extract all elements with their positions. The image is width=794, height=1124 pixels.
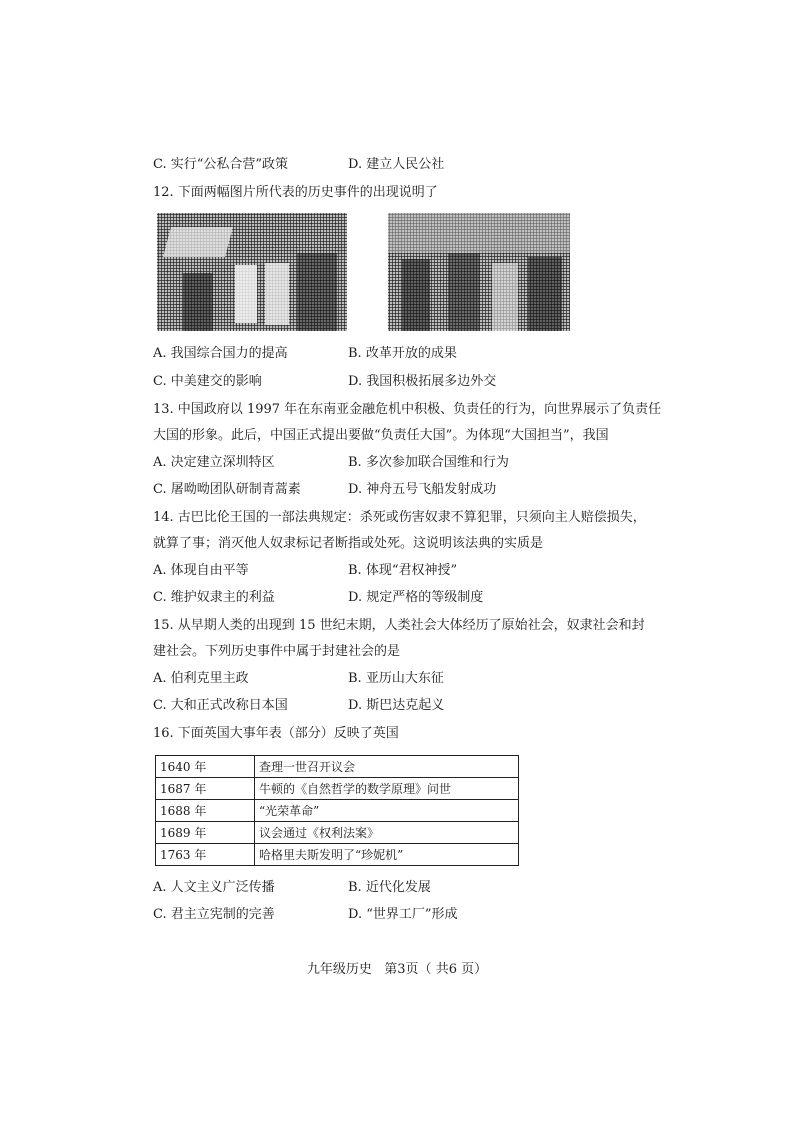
q13-option-c: C. 屠呦呦团队研制青蒿素 bbox=[153, 482, 301, 497]
q12-option-d: D. 我国积极拓展多边外交 bbox=[348, 374, 497, 389]
table-cell-year: 1640 年 bbox=[156, 756, 255, 778]
table-cell-event: 查理一世召开议会 bbox=[255, 756, 519, 778]
q16-option-d: D. “世界工厂”形成 bbox=[348, 907, 458, 922]
q13-option-b: B. 多次参加联合国维和行为 bbox=[348, 455, 509, 470]
q16-option-b: B. 近代化发展 bbox=[348, 880, 431, 895]
table-cell-event: “光荣革命” bbox=[255, 800, 519, 822]
q13-stem-line1: 13. 中国政府以 1997 年在东南亚金融危机中积极、负责任的行为，向世界展示了负责任 bbox=[153, 402, 662, 417]
q15-option-c: C. 大和正式改称日本国 bbox=[153, 698, 288, 713]
q12-option-b: B. 改革开放的成果 bbox=[348, 346, 457, 361]
table-cell-year: 1689 年 bbox=[156, 822, 255, 844]
q13-option-a: A. 决定建立深圳特区 bbox=[153, 455, 275, 470]
table-cell-event: 牛顿的《自然哲学的数学原理》问世 bbox=[255, 778, 519, 800]
q12-option-a: A. 我国综合国力的提高 bbox=[153, 346, 288, 361]
q13-option-d: D. 神舟五号飞船发射成功 bbox=[348, 482, 497, 497]
table-cell-year: 1687 年 bbox=[156, 778, 255, 800]
q15-stem-line2: 建社会。下列历史事件中属于封建社会的是 bbox=[153, 644, 401, 659]
table-row bbox=[156, 778, 519, 800]
q16-stem: 16. 下面英国大事年表（部分）反映了英国 bbox=[153, 726, 399, 741]
historical-photo-right bbox=[388, 213, 570, 331]
q11-option-d: D. 建立人民公社 bbox=[348, 157, 445, 172]
q15-option-b: B. 亚历山大东征 bbox=[348, 671, 444, 686]
table-cell-event: 议会通过《权利法案》 bbox=[255, 822, 519, 844]
page-footer: 九年级历史 第3页（ 共6 页） bbox=[306, 962, 488, 977]
q14-option-a: A. 体现自由平等 bbox=[153, 563, 249, 578]
q15-stem-line1: 15. 从早期人类的出现到 15 世纪末期，人类社会大体经历了原始社会，奴隶社会和封 bbox=[153, 618, 645, 633]
q14-option-c: C. 维护奴隶主的利益 bbox=[153, 590, 275, 605]
table-row bbox=[156, 756, 519, 778]
q14-option-b: B. 体现“君权神授” bbox=[348, 563, 458, 578]
table-row bbox=[156, 800, 519, 822]
table-cell-year: 1688 年 bbox=[156, 800, 255, 822]
table-cell-event: 哈格里夫斯发明了“珍妮机” bbox=[255, 844, 519, 866]
q14-option-d: D. 规定严格的等级制度 bbox=[348, 590, 484, 605]
historical-photo-left bbox=[157, 213, 347, 331]
table-cell-year: 1763 年 bbox=[156, 844, 255, 866]
q15-option-a: A. 伯利克里主政 bbox=[153, 671, 249, 686]
table-row bbox=[156, 822, 519, 844]
q15-option-d: D. 斯巴达克起义 bbox=[348, 698, 445, 713]
q11-option-c: C. 实行“公私合营”政策 bbox=[153, 157, 289, 172]
q14-stem-line2: 就算了事；消灭他人奴隶标记者断指或处死。这说明该法典的实质是 bbox=[153, 536, 544, 551]
q16-option-a: A. 人文主义广泛传播 bbox=[153, 880, 275, 895]
table-row bbox=[156, 844, 519, 866]
q16-option-c: C. 君主立宪制的完善 bbox=[153, 907, 275, 922]
q13-stem-line2: 大国的形象。此后，中国正式提出要做“负责任大国”。为体现“大国担当”，我国 bbox=[153, 428, 609, 443]
q12-option-c: C. 中美建交的影响 bbox=[153, 374, 262, 389]
q12-stem: 12. 下面两幅图片所代表的历史事件的出现说明了 bbox=[153, 185, 438, 200]
q14-stem-line1: 14. 古巴比伦王国的一部法典规定：杀死或伤害奴隶不算犯罪，只须向主人赔偿损失， bbox=[153, 510, 646, 525]
britain-chronology-table bbox=[155, 755, 519, 866]
